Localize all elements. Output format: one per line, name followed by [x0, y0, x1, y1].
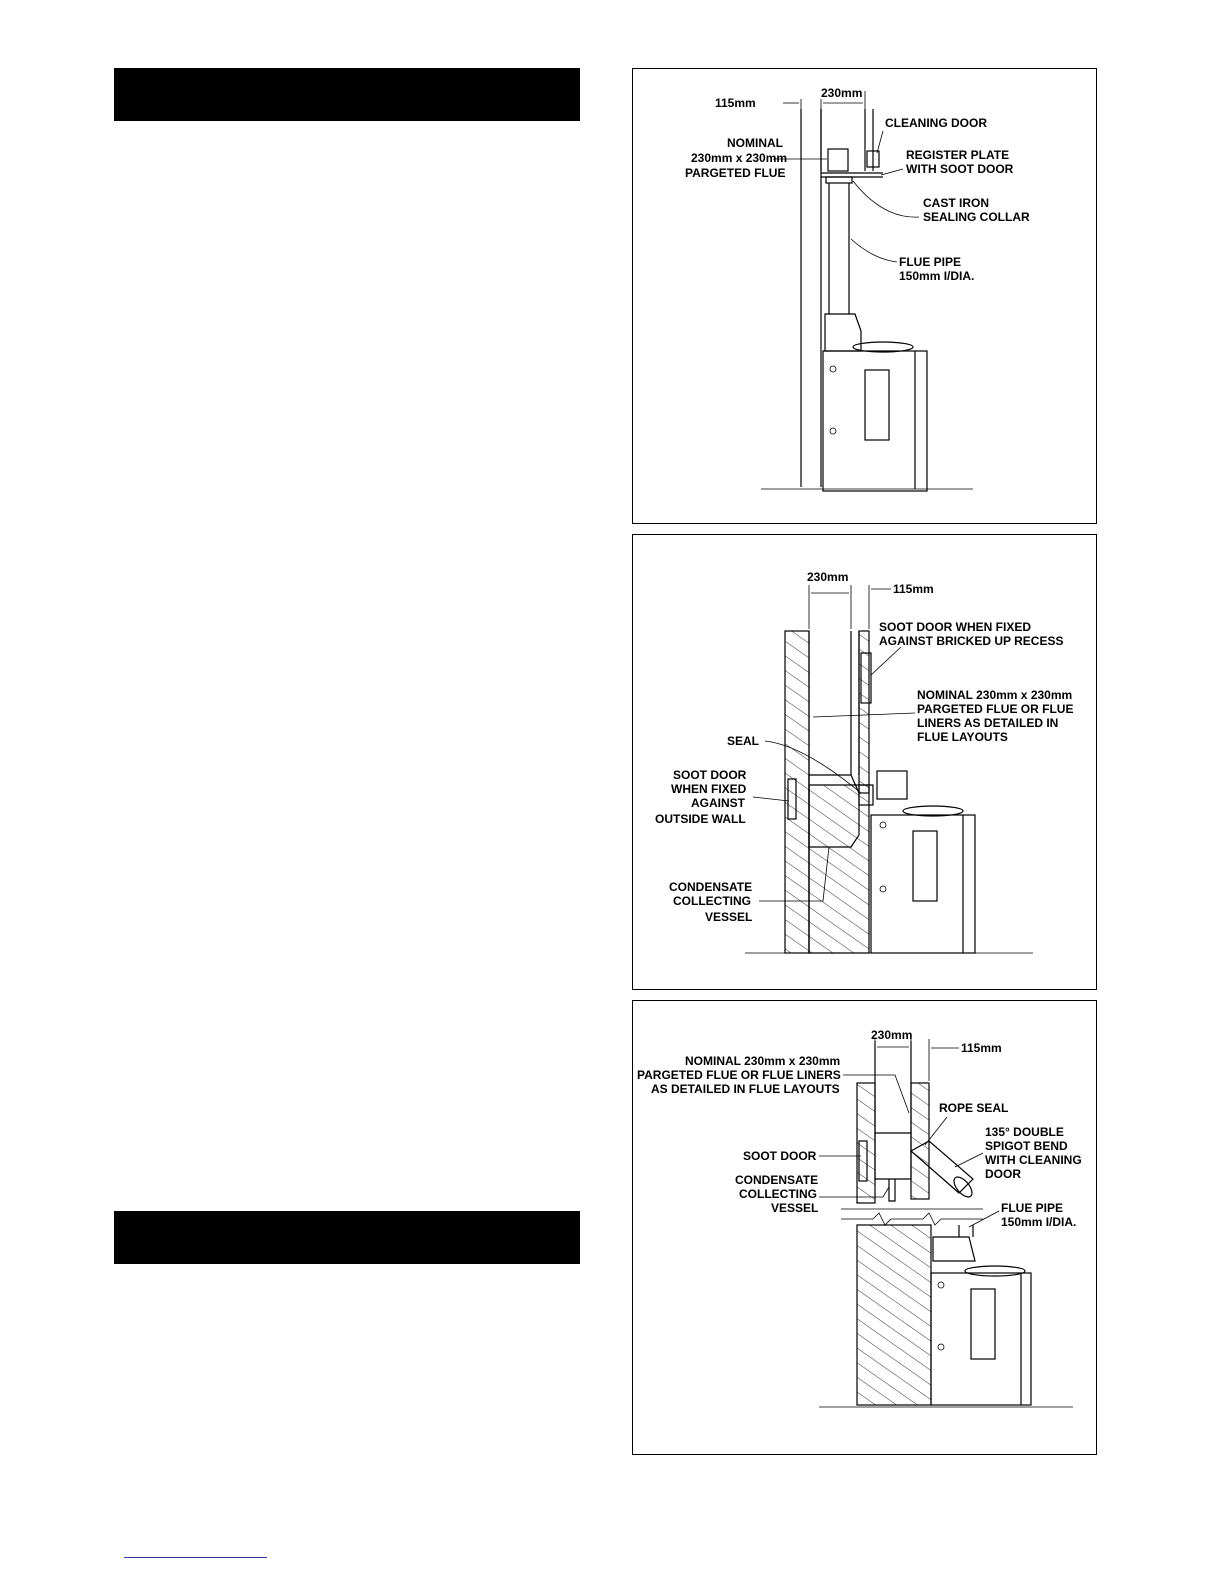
figure-flue-rear-soot-door: [632, 534, 1097, 990]
dim-115-label: 115mm: [715, 96, 756, 110]
section-header-bar-top: [114, 68, 580, 121]
stove-door: [865, 370, 889, 440]
flue-pipe-line-1: FLUE PIPE: [1001, 1201, 1064, 1215]
register-plate-line-2: WITH SOOT DOOR: [906, 162, 1014, 176]
register-plate-line-1: REGISTER PLATE: [906, 148, 1010, 162]
stove-door: [971, 1289, 995, 1359]
stove-door: [913, 831, 937, 901]
rope-seal-label: ROPE SEAL: [939, 1101, 1009, 1115]
nominal-line-1: NOMINAL 230mm x 230mm: [917, 688, 1073, 702]
stove-flue-box: [933, 1237, 975, 1261]
condensate-line-2: COLLECTING: [673, 894, 751, 908]
stove-body: [871, 815, 975, 953]
nominal-line-1: NOMINAL: [727, 136, 783, 150]
figure-flue-rear-pargeted: [632, 68, 1097, 524]
soot-door-wall-line-4: OUTSIDE WALL: [655, 812, 746, 826]
soot-door-wall-line-3: AGAINST: [691, 796, 745, 810]
condensate-line-1: CONDENSATE: [735, 1173, 819, 1187]
bend-line-4: DOOR: [985, 1167, 1021, 1181]
nominal-line-1: NOMINAL 230mm x 230mm: [685, 1054, 841, 1068]
condensate-line-1: CONDENSATE: [669, 880, 753, 894]
figure-flue-through-wall-bend: [632, 1000, 1097, 1455]
nominal-line-3: LINERS AS DETAILED IN: [917, 716, 1059, 730]
footer-link-rule: [124, 1557, 267, 1558]
nominal-line-4: FLUE LAYOUTS: [917, 730, 1008, 744]
bend-line-2: SPIGOT BEND: [985, 1139, 1068, 1153]
nominal-line-3: AS DETAILED IN FLUE LAYOUTS: [651, 1082, 840, 1096]
wall-upper-hatched: [857, 1083, 875, 1203]
flue-pipe-top: [828, 149, 848, 171]
figure3-drawing: [633, 1001, 1098, 1456]
flue-pipe-line-2: 150mm I/DIA.: [1001, 1215, 1077, 1229]
condensate-line-3: VESSEL: [705, 910, 753, 924]
seal-label: SEAL: [727, 734, 760, 748]
figure1-drawing: [633, 69, 1098, 525]
bend-line-1: 135° DOUBLE: [985, 1125, 1064, 1139]
sealing-collar: [826, 177, 852, 183]
stove-body: [931, 1273, 1031, 1405]
nominal-line-2: 230mm x 230mm: [691, 151, 788, 165]
bend-line-3: WITH CLEANING: [985, 1153, 1082, 1167]
collar-line-1: CAST IRON: [923, 196, 989, 210]
wall-lower-hatched: [857, 1225, 931, 1405]
flue-pipe-line-2: 150mm I/DIA.: [899, 269, 975, 283]
soot-door-recess-line-2: AGAINST BRICKED UP RECESS: [879, 634, 1064, 648]
nominal-line-2: PARGETED FLUE OR FLUE: [917, 702, 1074, 716]
nominal-line-3: PARGETED FLUE: [685, 166, 786, 180]
condensate-line-3: VESSEL: [771, 1201, 819, 1215]
figure2-drawing: [633, 535, 1098, 991]
stove-hotplate-lid: [965, 1266, 1025, 1276]
flue-pipe-line-1: FLUE PIPE: [899, 255, 962, 269]
dim-115-label: 115mm: [961, 1041, 1002, 1055]
condensate-vessel: [875, 1133, 911, 1179]
nominal-line-2: PARGETED FLUE OR FLUE LINERS: [637, 1068, 841, 1082]
cleaning-door-label: CLEANING DOOR: [885, 116, 987, 130]
stove-body: [823, 351, 927, 491]
dim-230-label: 230mm: [807, 570, 849, 584]
dim-230-label: 230mm: [871, 1028, 913, 1042]
collar-line-2: SEALING COLLAR: [923, 210, 1030, 224]
stove-flue-box: [877, 771, 907, 799]
soot-door-wall-line-2: WHEN FIXED: [671, 782, 747, 796]
soot-door-recess-line-1: SOOT DOOR WHEN FIXED: [879, 620, 1032, 634]
soot-door-wall-line-1: SOOT DOOR: [673, 768, 747, 782]
dim-115-label: 115mm: [893, 582, 934, 596]
dim-230-label: 230mm: [821, 86, 863, 100]
section-header-bar-bottom: [114, 1211, 580, 1264]
soot-door-label: SOOT DOOR: [743, 1149, 817, 1163]
condensate-line-2: COLLECTING: [739, 1187, 817, 1201]
